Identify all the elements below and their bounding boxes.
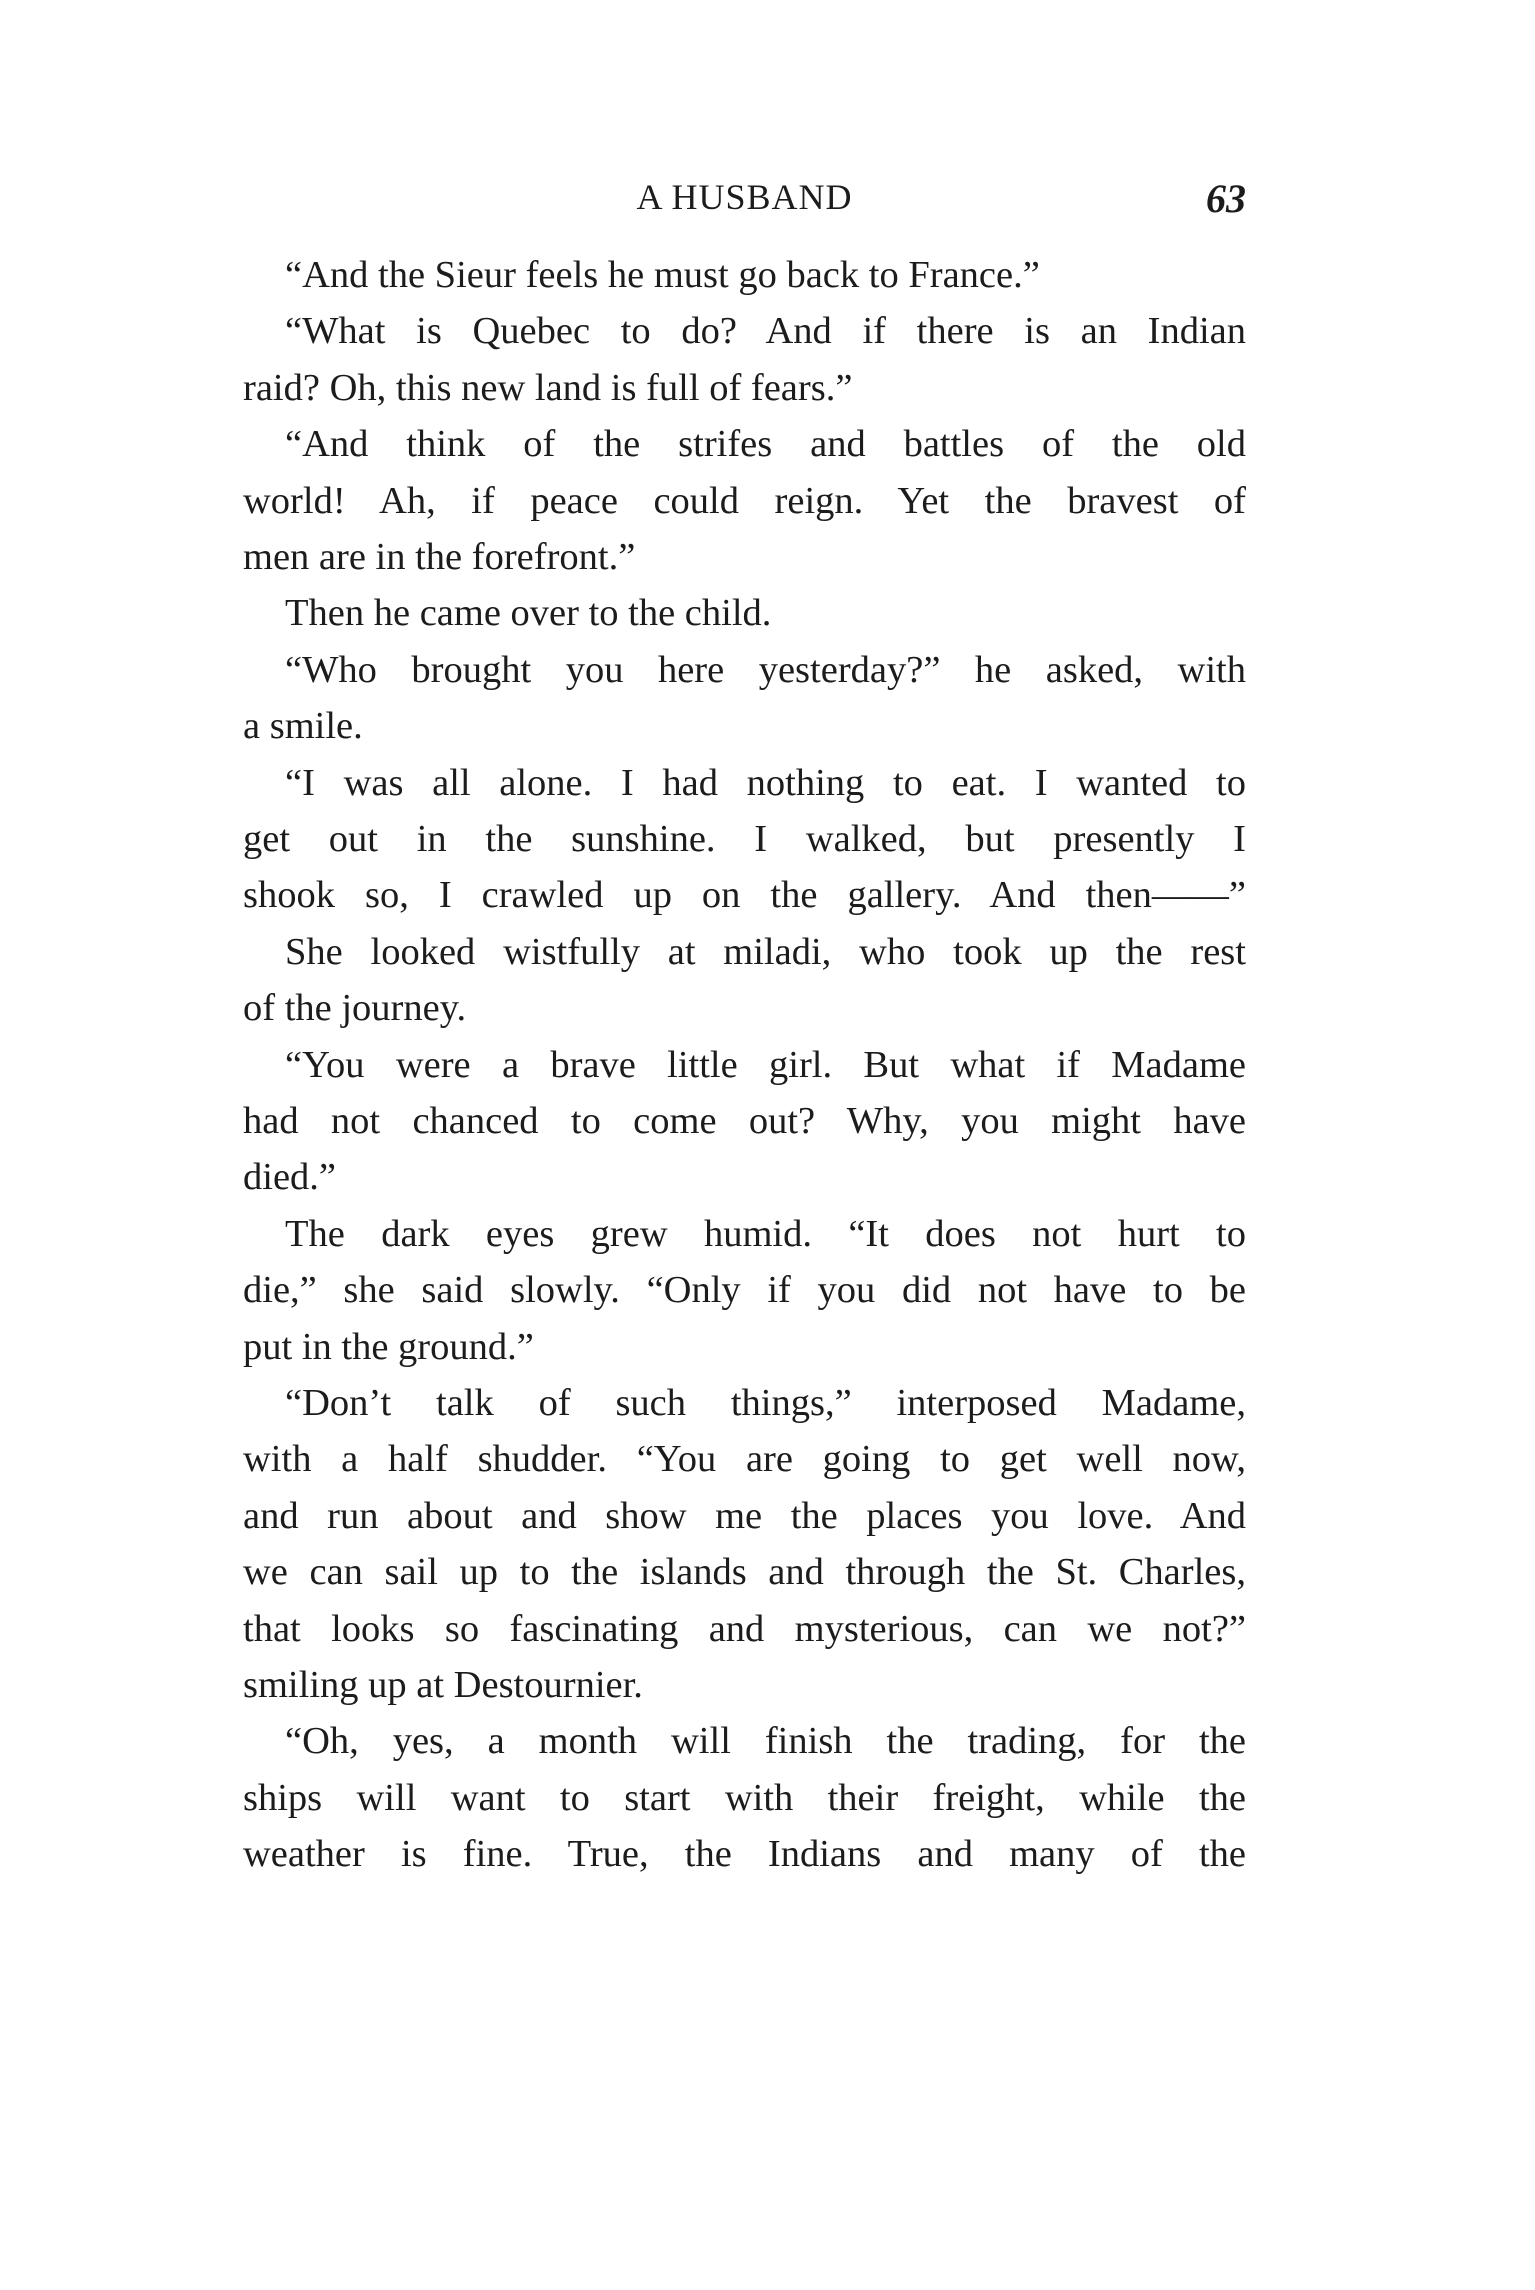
text-line: died.” bbox=[243, 1156, 336, 1198]
text-line: men are in the forefront.” bbox=[243, 536, 636, 578]
page-number: 63 bbox=[1206, 176, 1246, 221]
text-line: we can sail up to the islands and through the St. Charles, bbox=[243, 1551, 1246, 1593]
text-line: “I was all alone. I had nothing to eat. I wanted to bbox=[285, 762, 1246, 804]
text-line: “Don’t talk of such things,” interposed Madame, bbox=[285, 1382, 1246, 1424]
text-line: world! Ah, if peace could reign. Yet the bravest of bbox=[243, 480, 1246, 522]
text-line: She looked wistfully at miladi, who took up the rest bbox=[285, 931, 1246, 973]
body-text bbox=[243, 247, 1246, 1887]
text-line: shook so, I crawled up on the gallery. And then——” bbox=[243, 874, 1246, 916]
text-line: smiling up at Destournier. bbox=[243, 1664, 643, 1706]
text-line: raid? Oh, this new land is full of fears.” bbox=[243, 367, 853, 409]
running-head bbox=[243, 172, 1246, 222]
text-line: “And think of the strifes and battles of the old bbox=[285, 423, 1246, 465]
text-line: a smile. bbox=[243, 705, 363, 747]
text-line: get out in the sunshine. I walked, but presently I bbox=[243, 818, 1246, 860]
text-line: that looks so fascinating and mysterious, can we not?” bbox=[243, 1608, 1246, 1650]
text-line: Then he came over to the child. bbox=[285, 592, 772, 634]
text-line: The dark eyes grew humid. “It does not hurt to bbox=[285, 1213, 1246, 1255]
text-line: “And the Sieur feels he must go back to France.” bbox=[285, 254, 1040, 296]
text-line: ships will want to start with their freight, while the bbox=[243, 1777, 1246, 1819]
text-line: and run about and show me the places you love. And bbox=[243, 1495, 1246, 1537]
text-line: of the journey. bbox=[243, 987, 467, 1029]
text-line: with a half shudder. “You are going to get well now, bbox=[243, 1438, 1246, 1480]
text-line: put in the ground.” bbox=[243, 1326, 534, 1368]
text-line: weather is fine. True, the Indians and many of the bbox=[243, 1833, 1246, 1875]
text-line: “You were a brave little girl. But what if Madame bbox=[285, 1044, 1246, 1086]
text-line: “Oh, yes, a month will finish the trading, for the bbox=[285, 1720, 1246, 1762]
text-line: had not chanced to come out? Why, you might have bbox=[243, 1100, 1246, 1142]
text-line: “What is Quebec to do? And if there is an Indian bbox=[285, 310, 1246, 352]
running-title: A HUSBAND bbox=[636, 177, 853, 217]
text-line: die,” she said slowly. “Only if you did not have to be bbox=[243, 1269, 1246, 1311]
text-line: “Who brought you here yesterday?” he asked, with bbox=[285, 649, 1246, 691]
